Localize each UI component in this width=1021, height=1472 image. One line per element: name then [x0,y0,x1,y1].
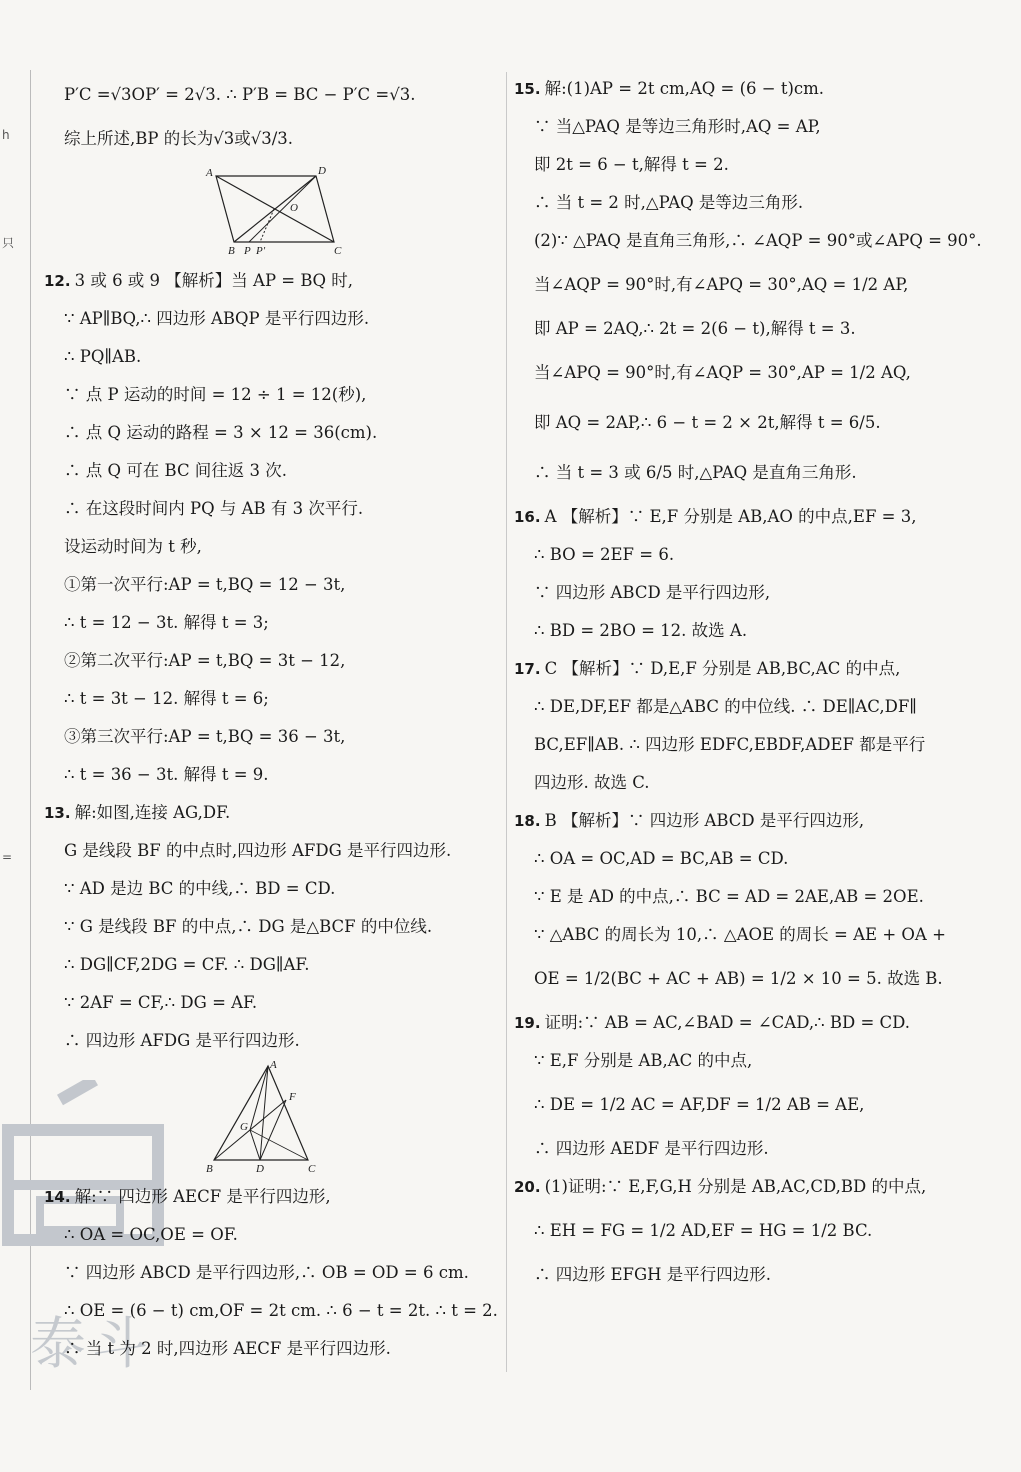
watermark-text: 泰斗 [30,1312,154,1377]
question-number: 13. [44,804,71,822]
question-number: 18. [514,812,541,830]
parallelogram-figure [44,164,494,262]
text-line: ③第三次平行:AP = t,BQ = 36 − 3t, [64,727,346,746]
text-line: 四边形. 故选 C. [534,773,650,792]
question-number: 20. [514,1178,541,1196]
question-number: 19. [514,1014,541,1032]
text-line: 设运动时间为 t 秒, [64,537,202,556]
question-15-head [514,70,994,108]
question-head-text: 3 或 6 或 9 【解析】当 AP = BQ 时, [74,271,354,290]
question-number: 16. [514,508,541,526]
text-line: ∴ BO = 2EF = 6. [534,545,675,564]
text-line: ①第一次平行:AP = t,BQ = 12 − 3t, [64,575,346,594]
text-line: (2)∵ △PAQ 是直角三角形,∴ ∠AQP = 90°或∠APQ = 90°. [534,231,982,250]
text-line: ∵ 四边形 ABCD 是平行四边形, [534,583,771,602]
text-line: ∴ t = 3t − 12. 解得 t = 6; [64,689,269,708]
text-line: ∴ 点 Q 运动的路程 = 3 × 12 = 36(cm). [64,423,378,442]
svg-text:B: B [228,245,235,256]
edge-mark: 只 [2,236,15,250]
text-line: ∴ t = 12 − 3t. 解得 t = 3; [64,613,269,632]
text-line: ∵ E 是 AD 的中点,∴ BC = AD = 2AE,AB = 2OE. [534,887,924,906]
text-line: ∴ 点 Q 可在 BC 间往返 3 次. [64,461,288,480]
parallelogram-diagram [194,164,344,256]
text-line: ∴ DE = 1/2 AC = AF,DF = 1/2 AB = AE, [534,1095,865,1114]
text-line: ∴ OA = OC,OE = OF. [64,1225,238,1244]
question-number: 17. [514,660,541,678]
question-head-text: 解:(1)AP = 2t cm,AQ = (6 − t)cm. [544,79,825,98]
text-line: ∴ 四边形 EFGH 是平行四边形. [534,1265,772,1284]
text-line: 即 AQ = 2AP,∴ 6 − t = 2 × 2t,解得 t = 6/5. [534,413,881,432]
question-head-text: 解:∵ 四边形 AECF 是平行四边形, [74,1187,331,1206]
question-number: 14. [44,1188,71,1206]
text-line: ∵ E,F 分别是 AB,AC 的中点, [534,1051,753,1070]
column-divider [506,72,507,1372]
svg-text:C: C [308,1163,316,1174]
question-head-text: A 【解析】∵ E,F 分别是 AB,AO 的中点,EF = 3, [544,507,917,526]
svg-text:P: P [244,245,251,256]
svg-text:C: C [334,245,342,256]
text-line: ∵ 2AF = CF,∴ DG = AF. [64,993,258,1012]
text-line: ∵ G 是线段 BF 的中点,∴ DG 是△BCF 的中位线. [64,917,433,936]
triangle-figure [44,1060,494,1178]
text-line: ∴ EH = FG = 1/2 AD,EF = HG = 1/2 BC. [534,1221,873,1240]
edge-mark: h [2,128,10,142]
text-line: ∴ OE = (6 − t) cm,OF = 2t cm. ∴ 6 − t = 2t. ∴ t = 2. [64,1301,498,1320]
text-line: 即 AP = 2AQ,∴ 2t = 2(6 − t),解得 t = 3. [534,319,856,338]
edge-mark: = [2,850,13,864]
question-head-text: C 【解析】∵ D,E,F 分别是 AB,BC,AC 的中点, [544,659,901,678]
svg-text:O: O [290,202,298,214]
text-line: ∴ BD = 2BO = 12. 故选 A. [534,621,748,640]
text-line: ∴ OA = OC,AD = BC,AB = CD. [534,849,789,868]
question-number: 12. [44,272,71,290]
question-14-head [44,1178,494,1216]
text-line: 综上所述,BP 的长为√3或√3/3. [64,129,294,148]
text-line: ∴ 四边形 AEDF 是平行四边形. [534,1139,769,1158]
text-line: ∴ 当 t = 3 或 6/5 时,△PAQ 是直角三角形. [534,463,857,482]
svg-text:B: B [206,1163,213,1174]
text-line: ∵ AD 是边 BC 的中线,∴ BD = CD. [64,879,336,898]
text-line: ∴ PQ∥AB. [64,347,142,366]
svg-text:A: A [206,167,213,179]
svg-text:D: D [318,165,326,177]
text-line: ∵ △ABC 的周长为 10,∴ △AOE 的周长 = AE + OA + [534,925,946,944]
question-17-head [514,650,994,688]
text-line: ∴ DE,DF,EF 都是△ABC 的中位线. ∴ DE∥AC,DF∥ [534,697,917,716]
triangle-diagram [204,1060,334,1174]
svg-text:D: D [256,1163,264,1174]
left-column [44,76,498,1368]
text-line: 当∠AQP = 90°时,有∠APQ = 30°,AQ = 1/2 AP, [534,275,909,294]
question-head-text: B 【解析】∵ 四边形 ABCD 是平行四边形, [544,811,865,830]
text-line: ∴ t = 36 − 3t. 解得 t = 9. [64,765,269,784]
svg-text:F: F [289,1091,296,1103]
text-line: ∵ 当△PAQ 是等边三角形时,AQ = AP, [534,117,821,136]
text-line: G 是线段 BF 的中点时,四边形 AFDG 是平行四边形. [64,841,452,860]
question-16-head [514,498,994,536]
question-head-text: 证明:∵ AB = AC,∠BAD = ∠CAD,∴ BD = CD. [544,1013,911,1032]
text-line: ∴ DG∥CF,2DG = CF. ∴ DG∥AF. [64,955,310,974]
text-line: P′C =√3OP′ = 2√3. ∴ P′B = BC − P′C =√3. [64,85,416,104]
text-line: ②第二次平行:AP = t,BQ = 3t − 12, [64,651,346,670]
svg-text:G: G [240,1121,248,1133]
question-18-head [514,802,994,840]
text-line: ∴ 当 t = 2 时,△PAQ 是等边三角形. [534,193,804,212]
text-line: ∴ 当 t 为 2 时,四边形 AECF 是平行四边形. [64,1339,391,1358]
question-12-head [44,262,494,300]
text-line: ∵ AP∥BQ,∴ 四边形 ABQP 是平行四边形. [64,309,370,328]
question-13-head [44,794,494,832]
text-line: ∴ 在这段时间内 PQ 与 AB 有 3 次平行. [64,499,364,518]
question-19-head [514,1004,994,1042]
question-head-text: 解:如图,连接 AG,DF. [74,803,231,822]
question-head-text: (1)证明:∵ E,F,G,H 分别是 AB,AC,CD,BD 的中点, [544,1177,927,1196]
right-column [514,70,994,1294]
text-line: 即 2t = 6 − t,解得 t = 2. [534,155,729,174]
svg-text:A: A [270,1060,277,1071]
text-line: OE = 1/2(BC + AC + AB) = 1/2 × 10 = 5. 故选 B. [534,969,943,988]
text-line: 当∠APQ = 90°时,有∠AQP = 30°,AP = 1/2 AQ, [534,363,911,382]
question-20-head [514,1168,994,1206]
question-number: 15. [514,80,541,98]
text-line: BC,EF∥AB. ∴ 四边形 EDFC,EBDF,ADEF 都是平行 [534,735,926,754]
text-line: ∴ 四边形 AFDG 是平行四边形. [64,1031,300,1050]
svg-text:P′: P′ [256,245,266,256]
text-line: ∵ 点 P 运动的时间 = 12 ÷ 1 = 12(秒), [64,385,367,404]
text-line: ∵ 四边形 ABCD 是平行四边形,∴ OB = OD = 6 cm. [64,1263,469,1282]
